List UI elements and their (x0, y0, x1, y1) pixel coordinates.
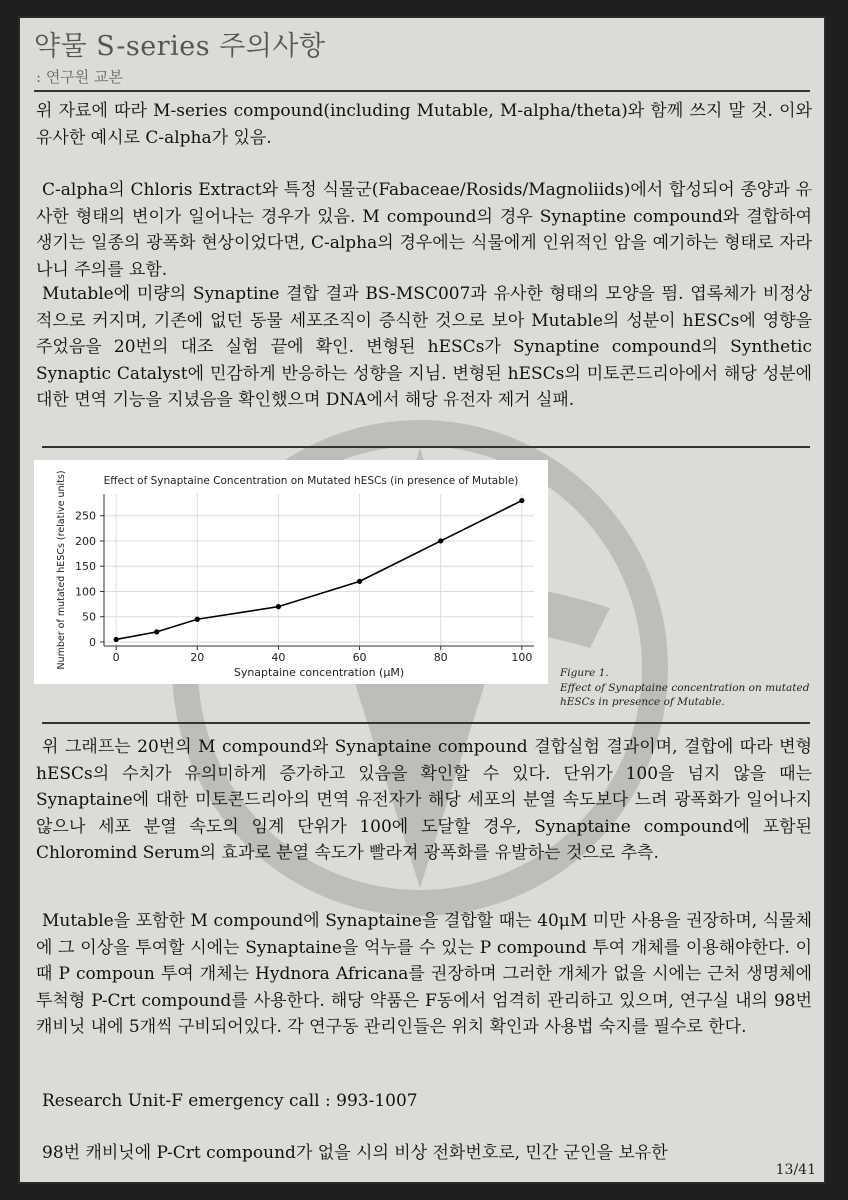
page-number: 13/41 (775, 1162, 816, 1178)
data-point (438, 538, 443, 543)
page-title: 약물 S-series 주의사항 (34, 31, 326, 62)
paragraph-intro: 위 자료에 따라 M-series compound(including Mutable, M-alpha/theta)와 함께 쓰지 말 것. 이와 유사한 예시로 C-alpha가 있음. (36, 101, 812, 148)
chart-title: Effect of Synaptaine Concentration on Mutated hESCs (in presence of Mutable) (103, 475, 519, 487)
y-tick-label: 150 (75, 560, 96, 574)
x-axis-label: Synaptaine concentration (μM) (233, 666, 405, 679)
x-tick-label: 80 (433, 651, 448, 664)
x-tick-label: 60 (352, 651, 367, 664)
data-point (357, 579, 362, 584)
paragraph-usage-guideline: Mutable을 포함한 M compound에 Synaptaine을 결합할 때는 40μM 미만 사용을 권장하며, 식물체에 그 이상을 투여할 시에는 Synaptaine을 억누를 수 있는 P compound 투여 개체를 이용해야한다. 이때 P compoun 투여 개체는 Hydnora Africana를 권장하며 그러한 개체가 없을 시에는 근처 생명체에 투척형 P-Crt compound를 사용한다. 해당 약품은 F동에서 엄격히 관리하고 있으며, 연구실 내의 98번 캐비닛 내에 5개씩 구비되어있다. 각 연구동 관리인들은 위치 확인과 사용법 숙지를 필수로 한다. (36, 911, 812, 1037)
page-subtitle: : 연구원 교본 (36, 68, 124, 86)
paragraph-mutable: Mutable에 미량의 Synaptine 결합 결과 BS-MSC007과 유사한 형태의 모양을 띔. 엽록체가 비정상적으로 커지며, 기존에 없던 동물 세포조직이 증식한 것으로 보아 Mutable의 성분이 hESCs에 영향을 주었음을 20번의 대조 실험 끝에 확인. 변형된 hESCs가 Synaptine compound의 Synthetic Synaptic Catalyst에 민감하게 반응하는 성향을 지님. 변형된 hESCs의 미토콘드리아에서 해당 성분에 대한 면역 기능을 지녔음을 확인했으며 DNA에서 해당 유전자 제거 실패. (36, 284, 812, 410)
y-tick-label: 0 (89, 635, 96, 649)
data-point (276, 604, 281, 609)
header-divider (34, 90, 810, 92)
y-tick-label: 200 (75, 534, 96, 548)
series-line (116, 501, 522, 640)
line-chart (34, 460, 548, 684)
document-page (18, 16, 826, 1184)
paragraph-c-alpha: C-alpha의 Chloris Extract와 특정 식물군(Fabaceae/Rosids/Magnoliids)에서 합성되어 종양과 유사한 형태의 변이가 일어나는 경우가 있음. M compound의 경우 Synaptine compound와 결합하여 생기는 일종의 광폭화 현상이었다면, C-alpha의 경우에는 식물에게 인위적인 암을 예기하는 형태로 자라나니 주의를 요함. (36, 180, 812, 280)
emergency-call: Research Unit-F emergency call : 993-1007 (42, 1091, 418, 1111)
figure-caption (560, 666, 810, 710)
data-point (114, 637, 119, 642)
section-divider-bottom (42, 722, 810, 724)
x-tick-label: 40 (271, 651, 286, 664)
paragraph-emergency-note: 98번 캐비닛에 P-Crt compound가 없을 시의 비상 전화번호로, 민간 군인을 보유한 (42, 1143, 668, 1163)
x-tick-label: 100 (511, 651, 533, 664)
data-point (195, 617, 200, 622)
y-tick-label: 50 (82, 610, 96, 624)
caption-label: Figure 1. (560, 667, 609, 679)
data-point (154, 629, 159, 634)
data-point (519, 498, 524, 503)
caption-text: Effect of Synaptaine concentration on mutated hESCs in presence of Mutable. (560, 681, 810, 708)
section-divider-top (42, 446, 810, 448)
paragraph-graph-analysis: 위 그래프는 20번의 M compound와 Synaptaine compound 결합실험 결과이며, 결합에 따라 변형 hESCs의 수치가 유의미하게 증가하고 있음을 확인할 수 있다. 단위가 100을 넘지 않을 때는 Synaptaine에 대한 미토콘드리아의 면역 유전자가 해당 세포의 분열 속도보다 느려 광폭화가 일어나지 않으나 세포 분열 속도의 임계 단위가 100에 도달할 경우, Synaptaine compound에 포함된 Chloromind Serum의 효과로 분열 속도가 빨라져 광폭화를 유발하는 것으로 추측. (36, 737, 812, 863)
y-tick-label: 100 (75, 585, 96, 599)
x-tick-label: 20 (190, 651, 205, 664)
x-tick-label: 0 (112, 651, 120, 664)
y-tick-label: 250 (75, 509, 96, 523)
figure-chart (34, 460, 548, 684)
y-axis-label: Number of mutated hESCs (relative units) (56, 470, 67, 670)
